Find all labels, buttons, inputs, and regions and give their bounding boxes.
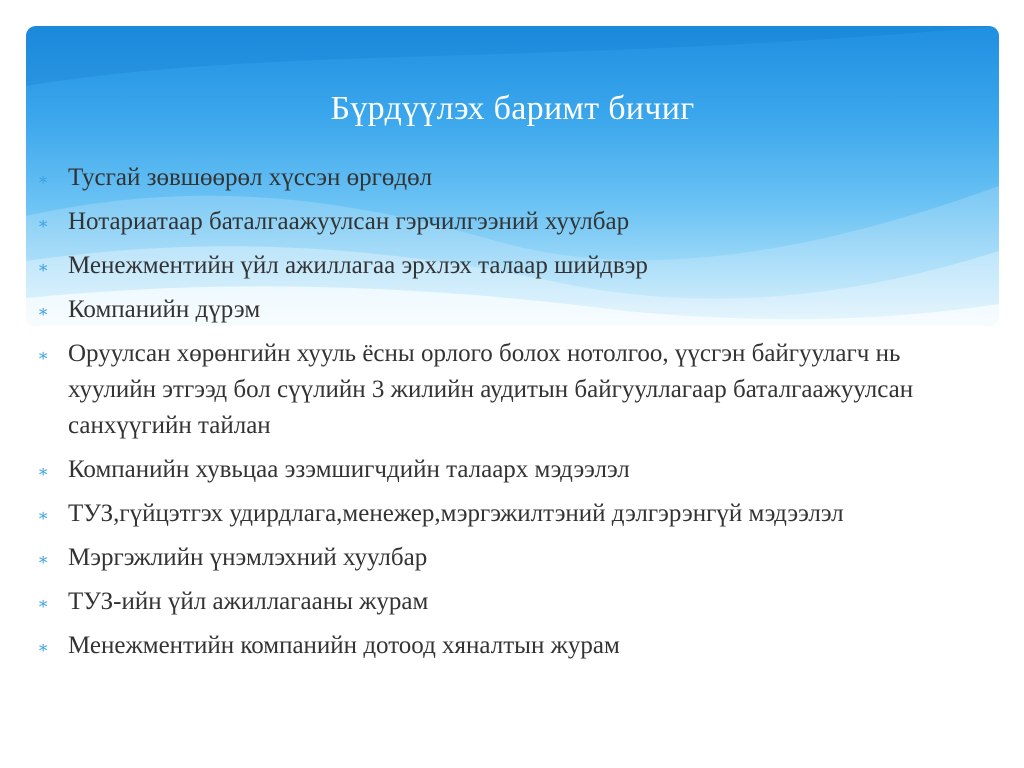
- asterisk-bullet-icon: ∗: [37, 302, 49, 321]
- list-item-text: Менежментийн компанийн дотоод хяналтын журам: [68, 632, 620, 659]
- asterisk-bullet-icon: ∗: [37, 346, 49, 365]
- asterisk-bullet-icon: ∗: [37, 462, 49, 481]
- list-item: [34, 584, 934, 620]
- list-item: [34, 204, 934, 240]
- asterisk-bullet-icon: ∗: [37, 170, 49, 189]
- list-item: [34, 248, 934, 284]
- asterisk-bullet-icon: ∗: [37, 258, 49, 277]
- list-item-text: Мэргэжлийн үнэмлэхний хуулбар: [68, 544, 428, 571]
- list-item-text: ТУЗ-ийн үйл ажиллагааны журам: [68, 588, 429, 615]
- bullet-list: [34, 160, 934, 672]
- list-item-text: Компанийн дүрэм: [68, 296, 261, 323]
- list-item: [34, 496, 934, 532]
- asterisk-bullet-icon: ∗: [37, 506, 49, 525]
- list-item: [34, 336, 934, 444]
- asterisk-bullet-icon: ∗: [37, 594, 49, 613]
- list-item-text: Нотариатаар баталгаажуулсан гэрчилгээний хуулбар: [68, 208, 630, 235]
- list-item: [34, 628, 934, 664]
- list-item-text: Компанийн хувьцаа эзэмшигчдийн талаарх мэдээлэл: [68, 456, 630, 483]
- list-item-text: ТУЗ,гүйцэтгэх удирдлага,менежер,мэргэжилтэний дэлгэрэнгүй мэдээлэл: [68, 500, 844, 527]
- list-item: [34, 160, 934, 196]
- asterisk-bullet-icon: ∗: [37, 638, 49, 657]
- asterisk-bullet-icon: ∗: [37, 214, 49, 233]
- list-item-text: Тусгай зөвшөөрөл хүссэн өргөдөл: [68, 164, 433, 191]
- asterisk-bullet-icon: ∗: [37, 550, 49, 569]
- list-item-text: Оруулсан хөрөнгийн хууль ёсны орлого болох нотолгоо, үүсгэн байгуулагч нь хуулийн этгээд бол сүүлийн 3 жилийн аудитын байгууллагаар баталгаажуулсан санхүүгийн тайлан: [68, 340, 914, 439]
- slide-title: Бүрдүүлэх баримт бичиг: [330, 90, 695, 127]
- list-item: [34, 292, 934, 328]
- list-item-text: Менежментийн үйл ажиллагаа эрхлэх талаар шийдвэр: [68, 252, 648, 279]
- list-item: [34, 452, 934, 488]
- list-item: [34, 540, 934, 576]
